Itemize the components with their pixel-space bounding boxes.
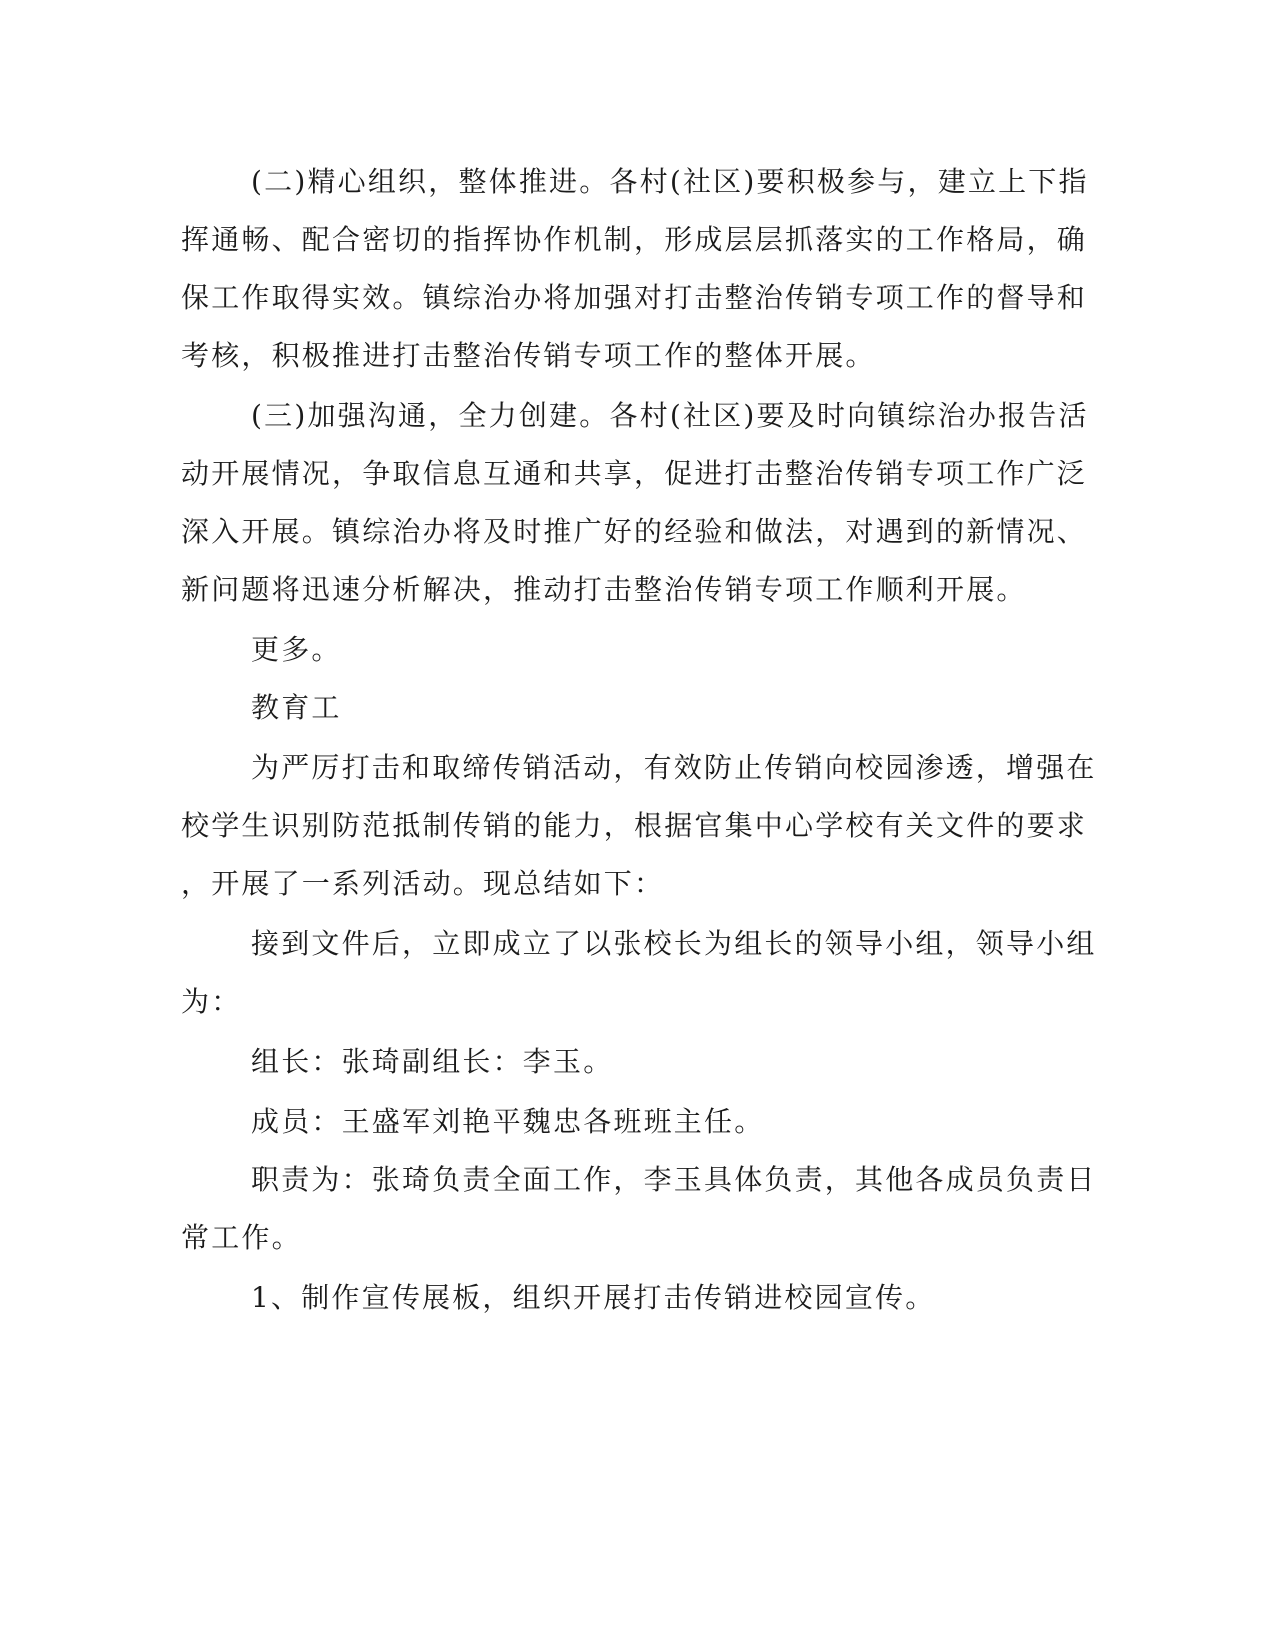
paragraph-line: 动开展情况，争取信息互通和共享，促进打击整治传销专项工作广泛 bbox=[181, 457, 1088, 490]
paragraph-line: 新问题将迅速分析解决，推动打击整治传销专项工作顺利开展。 bbox=[181, 573, 1027, 606]
paragraph-line: 保工作取得实效。镇综治办将加强对打击整治传销专项工作的督导和 bbox=[181, 281, 1088, 314]
paragraph-line: 考核，积极推进打击整治传销专项工作的整体开展。 bbox=[181, 339, 876, 372]
paragraph-line: 为严厉打击和取缔传销活动，有效防止传销向校园渗透，增强在 bbox=[251, 751, 1097, 784]
paragraph-line: 教育工 bbox=[251, 691, 342, 724]
paragraph-line: (二)精心组织，整体推进。各村(社区)要积极参与，建立上下指 bbox=[251, 165, 1089, 198]
paragraph-line: 1、制作宣传展板，组织开展打击传销进校园宣传。 bbox=[251, 1281, 936, 1314]
paragraph-line: ，开展了一系列活动。现总结如下： bbox=[181, 867, 665, 900]
paragraph-line: (三)加强沟通，全力创建。各村(社区)要及时向镇综治办报告活 bbox=[251, 399, 1089, 432]
paragraph-line: 职责为：张琦负责全面工作，李玉具体负责，其他各成员负责日 bbox=[251, 1163, 1097, 1196]
paragraph-line: 校学生识别防范抵制传销的能力，根据官集中心学校有关文件的要求 bbox=[181, 809, 1088, 842]
paragraph-line: 为： bbox=[181, 985, 242, 1018]
paragraph-line: 深入开展。镇综治办将及时推广好的经验和做法，对遇到的新情况、 bbox=[181, 515, 1088, 548]
paragraph-line: 更多。 bbox=[251, 633, 342, 666]
paragraph-line: 成员：王盛军刘艳平魏忠各班班主任。 bbox=[251, 1105, 765, 1138]
paragraph-line: 组长：张琦副组长：李玉。 bbox=[251, 1045, 614, 1078]
paragraph-line: 接到文件后，立即成立了以张校长为组长的领导小组，领导小组 bbox=[251, 927, 1097, 960]
paragraph-line: 挥通畅、配合密切的指挥协作机制，形成层层抓落实的工作格局，确 bbox=[181, 223, 1088, 256]
paragraph-line: 常工作。 bbox=[181, 1221, 302, 1254]
